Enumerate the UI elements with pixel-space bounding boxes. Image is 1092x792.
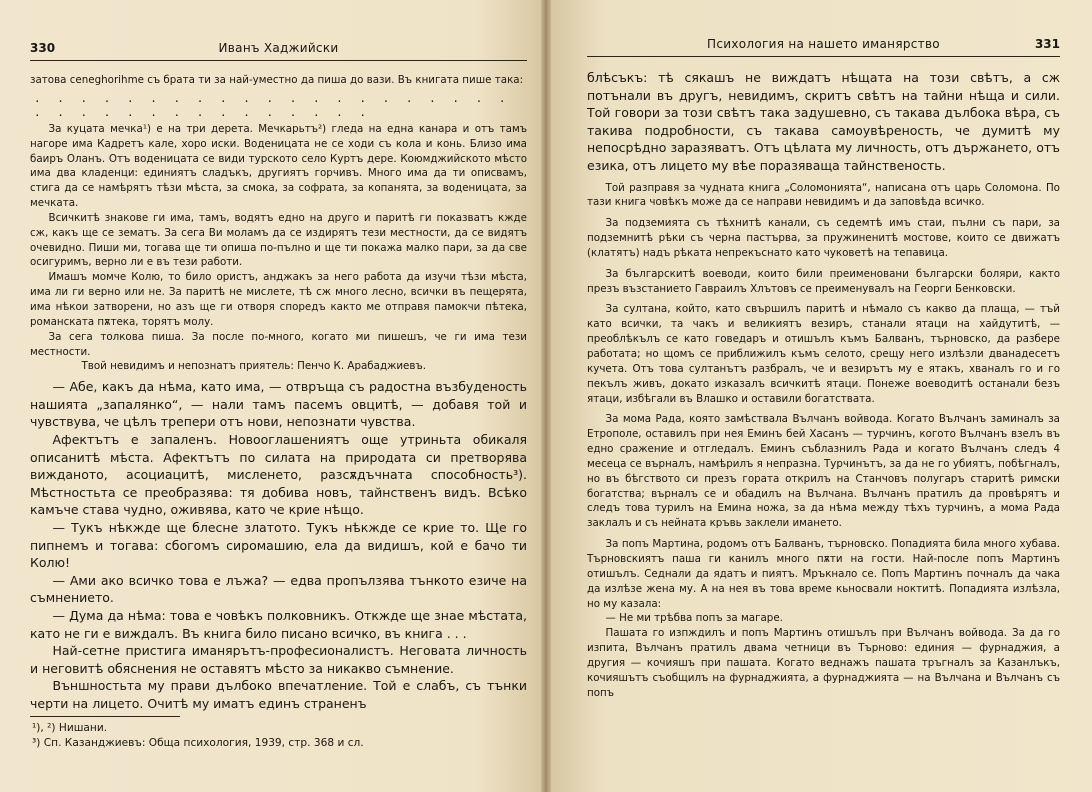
body-paragraph: — Не ми трѣбва попъ за магаре. — [605, 612, 783, 625]
body-paragraph: За българскитѣ воеводи, които били преименовани български боляри, както презъ възстанието Гавраилъ Хлътовъ се преименувалъ на Георги Бенковски. — [587, 267, 1060, 295]
left-page — [0, 0, 541, 792]
book-gutter — [541, 0, 551, 792]
body-paragraph: Пашата го изпждилъ и попъ Мартинъ отишълъ при Вълчанъ войвода. За да го изпита, Вълчанъ пратилъ двама четници въ Търново: единия — фурнаджия, а другия — кочияшъ при пашата. Когато веднажъ пашата тръгналъ за Казанлъкъ, кочияшътъ съобщилъ на фурнаджията, а фурнаджията — на Вълчана и Вълчанъ съ попъ — [587, 627, 1060, 699]
running-header-right — [587, 34, 1060, 57]
right-page — [551, 0, 1092, 792]
letter-paragraph: Всичкитѣ знакове ги има, тамъ, водятъ едно на друго и паритѣ ги показватъ кжде сж, какъ ще се зематъ. За сега Ви моламъ да се издирятъ тези местности, да се видятъ очевидно. Пиши ми, тогава ще ти опиша по-пълно и ще ти покажа малко пари, за да све осигуримъ, верно ли е въ тези работи. — [30, 211, 527, 269]
footnote-separator — [30, 716, 180, 717]
body-paragraph: Външностьта му прави дълбоко впечатление. Той е слабъ, съ тънки черти на лицето. Очитѣ му иматъ единъ страненъ — [30, 678, 527, 711]
ellipsis-row: . . . . . . . . . . . . . . . . . . . . . . . . . . . . . . . . . . . . — [34, 91, 511, 119]
body-paragraph: блѣсъкъ: тѣ сякашъ не виждатъ нѣщата на този свѣтъ, а сж потънали въ другъ, невидимъ, скритъ свѣтъ на тайни нѣща и сили. Той говори за този свѣтъ така задушевно, съ такава дълбока вѣра, съ такива подробности, съ такава самоувѣреность, че думитѣ му непосрѣдно заразяватъ. Отъ цѣлата му личность, отъ държането, отъ езика, отъ лицето му вѣе поразяваща тайнственость. — [587, 70, 1060, 173]
page-number-right: 331 — [1034, 37, 1060, 51]
body-paragraph: Той разправя за чудната книга „Соломонията“, написана отъ царь Соломона. По тази книга човѣкъ може да се направи невидимъ и да заповѣда всичко. — [587, 181, 1060, 209]
letter-intro: затова сеneghorihme съ брата ти за най-уместно да пиша до вази. Въ книгата пише така: — [30, 74, 524, 86]
body-paragraph: — Тукъ нѣкжде ще блесне златото. Тукъ нѣкжде се крие то. Ще го пипнемъ и тогава: сбогомъ сиромашию, ела да видишъ, кой е бачо ти Колю! — [30, 519, 527, 571]
body-paragraph: За султана, който, като свършилъ паритѣ и нѣмало съ какво да плаща, — тъй като всички, та чакъ и великиятъ везиръ, станали ятаци на хайдутитѣ, — преоблѣкълъ се като говедаръ и отишълъ къмъ Балванъ, търновско, да разбере работата; но щомъ се приближилъ къмъ селото, срещу него излѣзли дванадесетъ кучета. Отъ това султанътъ разбралъ, че и везирътъ му е ятакъ, хваналъ го и го пекълъ живъ, докато изказалъ всичкитѣ ятаци. Понеже воеводитѣ останали безъ ятаци, избѣгали въ Влашко и оставили богатствата. — [587, 303, 1060, 405]
letter-signature: Твой невидимъ и непознатъ приятель: Пенчо К. Арабаджиевъ. — [81, 360, 426, 373]
body-paragraph: Най-сетне пристига иманярътъ-професионалистъ. Неговата личность и неговитѣ обяснения не оставятъ мѣсто за никакво съмнение. — [30, 643, 527, 676]
page-number-left: 330 — [30, 41, 56, 55]
letter-paragraph: Имашъ момче Колю, то било ористъ, анджакъ за него работа да изучи тѣзи мѣста, има ли ги верно или не. За паритѣ не мислете, тѣ сж много лесно, всички въ пещерята, има нѣкои затворени, но азъ ще ги отворя споредъ както ме отправя памокчи пѣтека, романската пѫтека, торятъ молу. — [30, 271, 527, 328]
running-head-left: Иванъ Хаджийски — [218, 41, 339, 55]
letter-paragraph: За куцата мечка¹) е на три дерета. Мечкарьтъ²) гледа на една канара и отъ тамъ нагоре има Кадретъ кале, хоро иски. Воденицата не се ходи съ кола и конь. Близо има баиръ Оланъ. Отъ воденицата се види турското село Куртъ дере. Коюмджийското мѣсто има два кладенци: единиятъ сладъкъ, другиятъ горчивъ. Много има да ти описвамъ, стига да се намѣрятъ тѣзи мѣста, за смока, за софрата, за копанята, за воденицата, за мечката. — [30, 122, 527, 210]
running-head-right: Психология на нашето иманярство — [707, 37, 940, 51]
body-paragraph: — Дума да нѣма: това е човѣкъ полковникъ. Откжде ще знае мѣстата, като не ги е виждалъ. Въ книга било писано всичко, въ книга . . . — [30, 607, 527, 641]
body-paragraph: — Ами ако всичко това е лъжа? — едва пропълзява тънкото езиче на съмнението. — [30, 572, 527, 606]
letter-paragraph: За сега толкова пиша. За после по-много, когато ми пишешъ, че ги има тези местности. — [30, 330, 527, 358]
body-paragraph: — Абе, какъ да нѣма, като има, — отвръща съ радостна възбуденость нашията „запалянко“, — нали тамъ пасемъ овцитѣ, — добавя той и чувствува, че цѣлъ трепери отъ нови, непознати чувства. — [30, 379, 527, 430]
body-paragraph: За подземията съ тѣхнитѣ канали, съ седемтѣ имъ стаи, пълни съ пари, за подземнитѣ рѣки съ черна пастърва, за пружиненитѣ мостове, които се движатъ (клатятъ) надъ рѣката непрекъснато като чуковетѣ на тепавица. — [587, 217, 1060, 259]
running-header-left — [30, 38, 527, 61]
body-paragraph: Афектътъ е запаленъ. Новооглашениятъ още утриньта обикаля описанитѣ мѣста. Афектътъ по силата на природата си претворява вижданото, асоциацитѣ, мисленето, разсѫдъчната способность³). Мѣстностьта се преобразява: тя добива новъ, тайнственъ видъ. Всѣко камъче става чудно, оживява, като че крие нѣщо. — [30, 431, 527, 518]
body-paragraph: За попъ Мартина, родомъ отъ Балванъ, търновско. Попадията била много хубава. Търновскиятъ паша ги канилъ много пѫти на гости. Най-после попъ Мартинъ отишълъ. Седнали да ядатъ и пиятъ. Мръкнало се. Попъ Мартинъ почналъ да чака да излѣзе жена му. А на нея въ това време кьносвали ноктитѣ. Попадията излѣзла, но му казала: — [587, 538, 1060, 610]
footnote: ³) Сп. Казанджиевъ: Обща психология, 1939, стр. 368 и сл. — [32, 737, 364, 750]
body-paragraph: За мома Рада, която замѣствала Вълчанъ войвода. Когато Вълчанъ заминалъ за Етрополе, оставилъ при нея Еминъ бей Хасанъ — турчинъ, когото Вълчанъ взелъ въ едно сражение и отгледалъ. Еминъ съблазнилъ Рада и когато Вълчанъ следъ 4 месеца се върналъ, намѣрилъ я непразна. Турчинътъ, за да не го убиятъ, побѣгналъ, но въ бѣгството си презъ гората открилъ на Станчовъ полугаръ старитѣ римски богатства; върналъ се и обадилъ на Вълчана. Вълчанъ пратилъ да провѣрятъ и следъ това турилъ на Емина ножа, за да нѣма между тѣхъ турчинъ, а мома Рада заклалъ и съ нейната кръвь заклели имането. — [587, 413, 1060, 530]
footnote: ¹), ²) Нишани. — [32, 722, 108, 735]
